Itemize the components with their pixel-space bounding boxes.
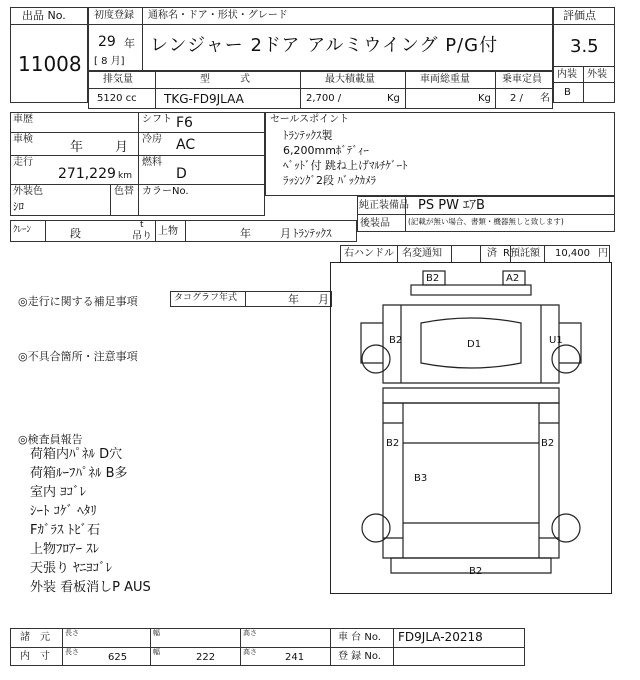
genso: 済 — [487, 248, 497, 259]
max-load-unit: Kg — [387, 93, 400, 104]
inner-height-label: 高さ — [243, 648, 257, 656]
capacity-label: 乗車定員 — [502, 74, 542, 85]
crane-ton: t — [140, 220, 144, 230]
inspector-line: 荷箱ﾙｰﾌﾊﾟﾈﾙ B多 — [30, 466, 128, 481]
inspector-line: ｼｰﾄ ｺｹﾞ ﾍﾀﾘ — [30, 504, 97, 519]
shaken-month: 月 — [115, 140, 129, 155]
ext-color-value: ｼﾛ — [13, 200, 24, 213]
chassis-change-label: 名変通知 — [402, 248, 442, 259]
gvw-unit: Kg — [478, 93, 491, 104]
tacho-year: 年 — [288, 293, 299, 306]
model-title-label: 通称名・ドア・形状・グレード — [148, 10, 288, 21]
damage-mark-b3: B3 — [414, 473, 428, 484]
body-label: 上物 — [158, 226, 178, 237]
first-reg-year: 29 — [98, 34, 116, 50]
damage-mark-b2-top: B2 — [426, 273, 440, 284]
shift-label: シフト — [142, 114, 172, 125]
inspector-line: Fｶﾞﾗｽ ﾄﾋﾞ石 — [30, 523, 101, 538]
inner-length-label: 長さ — [65, 648, 79, 656]
displacement-value: 5120 cc — [97, 93, 137, 104]
sales-point-line: ﾗｯｼﾝｸﾞ2段 ﾊﾞｯｸｶﾒﾗ — [283, 174, 376, 187]
model-title: レンジャー 2ドア アルミウイング P/G付 — [150, 35, 499, 56]
inspector-label: ◎検査員報告 — [18, 433, 83, 446]
inspector-line: 室内 ﾖｺﾞﾚ — [30, 485, 87, 500]
mileage-unit: km — [118, 171, 132, 181]
sales-points-label: セールスポイント — [270, 114, 350, 125]
damage-mark-d1: D1 — [467, 339, 482, 350]
inner-width-label: 幅 — [153, 648, 160, 656]
aftermarket-note: (記載が無い場合、書類・機器無しと致します) — [408, 217, 564, 226]
mileage-label: 走行 — [13, 157, 33, 168]
first-reg-month: [ 8 月] — [94, 56, 125, 67]
steering: 右ハンドル — [344, 248, 394, 259]
ac-label: 冷房 — [142, 134, 162, 145]
damage-mark-b2-bottom: B2 — [469, 566, 483, 577]
interior-value: B — [564, 87, 571, 98]
shaken-label: 車検 — [13, 134, 33, 145]
gvw-label: 車両総重量 — [420, 74, 470, 85]
inner-height: 241 — [285, 652, 305, 663]
ext-color-label: 外装色 — [13, 186, 43, 197]
damage-diagram — [330, 262, 612, 594]
inspector-line: 外装 看板消しP AUS — [30, 580, 151, 595]
genuine-value: PS PW ｴｱB — [418, 198, 485, 213]
crane-dan: 段 — [70, 227, 81, 240]
color-no-label: カラーNo. — [142, 186, 189, 197]
r-reading-value: 10,400 — [555, 248, 590, 259]
reg-label: 登 録 No. — [338, 651, 381, 662]
body-maker: ﾄﾗﾝﾃｯｸｽ — [293, 227, 332, 240]
spec-label: 諸 元 — [20, 632, 50, 643]
model-type-value: TKG-FD9JLAA — [164, 92, 244, 106]
damage-mark-b2-front: B2 — [389, 335, 403, 346]
width-label: 幅 — [153, 629, 160, 637]
ac-value: AC — [176, 137, 196, 153]
tacho-label: タコグラフ年式 — [174, 293, 238, 303]
length-label: 長さ — [65, 629, 79, 637]
crane-tsuri: 吊り — [132, 231, 152, 242]
shift-value: F6 — [176, 115, 193, 131]
capacity-value: 2 / — [510, 93, 523, 104]
crane-label: ｸﾚｰﾝ — [13, 225, 32, 235]
body-year: 年 — [240, 227, 251, 240]
inspector-line: 天張り ﾔﾆﾖｺﾞﾚ — [30, 561, 113, 576]
lot-label: 出品 No. — [22, 9, 66, 22]
sales-point-line: 6,200mmﾎﾞﾃﾞｨｰ — [283, 144, 369, 157]
exterior-label: 外装 — [587, 69, 607, 80]
chassis-value: FD9JLA-20218 — [398, 630, 483, 644]
history-label: 車歴 — [13, 114, 33, 125]
driving-label: ◎走行に関する補足事項 — [18, 295, 138, 308]
inspector-line: 荷箱内ﾊﾟﾈﾙ D穴 — [30, 447, 123, 462]
genuine-label: 純正装備品 — [359, 200, 409, 211]
height-label: 高さ — [243, 629, 257, 637]
truck-outline — [331, 263, 611, 593]
shaken-year: 年 — [70, 140, 84, 155]
inspector-line: 上物ﾌﾛｱｰ ｽﾚ — [30, 542, 100, 557]
model-type-label: 型 式 — [200, 74, 250, 85]
damage-mark-u1: U1 — [549, 335, 563, 346]
year-unit: 年 — [124, 37, 135, 50]
tacho-month: 月 — [318, 293, 329, 306]
inner-width: 222 — [196, 652, 216, 663]
capacity-unit: 名 — [540, 93, 550, 104]
sales-point-line: ﾍﾞｯﾄﾞ付 跳ね上げﾏﾙﾁｹﾞｰﾄ — [283, 159, 408, 172]
fuel-label: 燃料 — [142, 157, 162, 168]
color-change-label: 色替 — [114, 186, 134, 197]
displacement-label: 排気量 — [103, 74, 133, 85]
first-reg-label: 初度登録 — [94, 10, 134, 21]
damage-mark-b2-left: B2 — [386, 438, 400, 449]
interior-label: 内装 — [557, 69, 577, 80]
rating-label: 評価点 — [563, 9, 596, 22]
r-unit: 円 — [598, 248, 608, 259]
damage-mark-b2-right: B2 — [541, 438, 555, 449]
max-load-label: 最大積載量 — [325, 74, 375, 85]
inner-label: 内 寸 — [20, 651, 50, 662]
sales-point-line: ﾄﾗﾝﾃｯｸｽ製 — [283, 129, 333, 142]
rating-value: 3.5 — [570, 36, 599, 57]
max-load-value: 2,700 / — [306, 93, 342, 104]
mileage-value: 271,229 — [58, 166, 116, 182]
aftermarket-label: 後装品 — [360, 218, 390, 229]
damage-mark-a2-top: A2 — [506, 273, 520, 284]
body-month: 月 — [280, 227, 291, 240]
fuel-value: D — [176, 166, 187, 182]
r-reading-label: R預託額 — [503, 248, 540, 259]
lot-number: 11008 — [18, 52, 82, 76]
defect-label: ◎不具合箇所・注意事項 — [18, 350, 138, 363]
chassis-label: 車 台 No. — [338, 632, 381, 643]
inner-length: 625 — [108, 652, 128, 663]
